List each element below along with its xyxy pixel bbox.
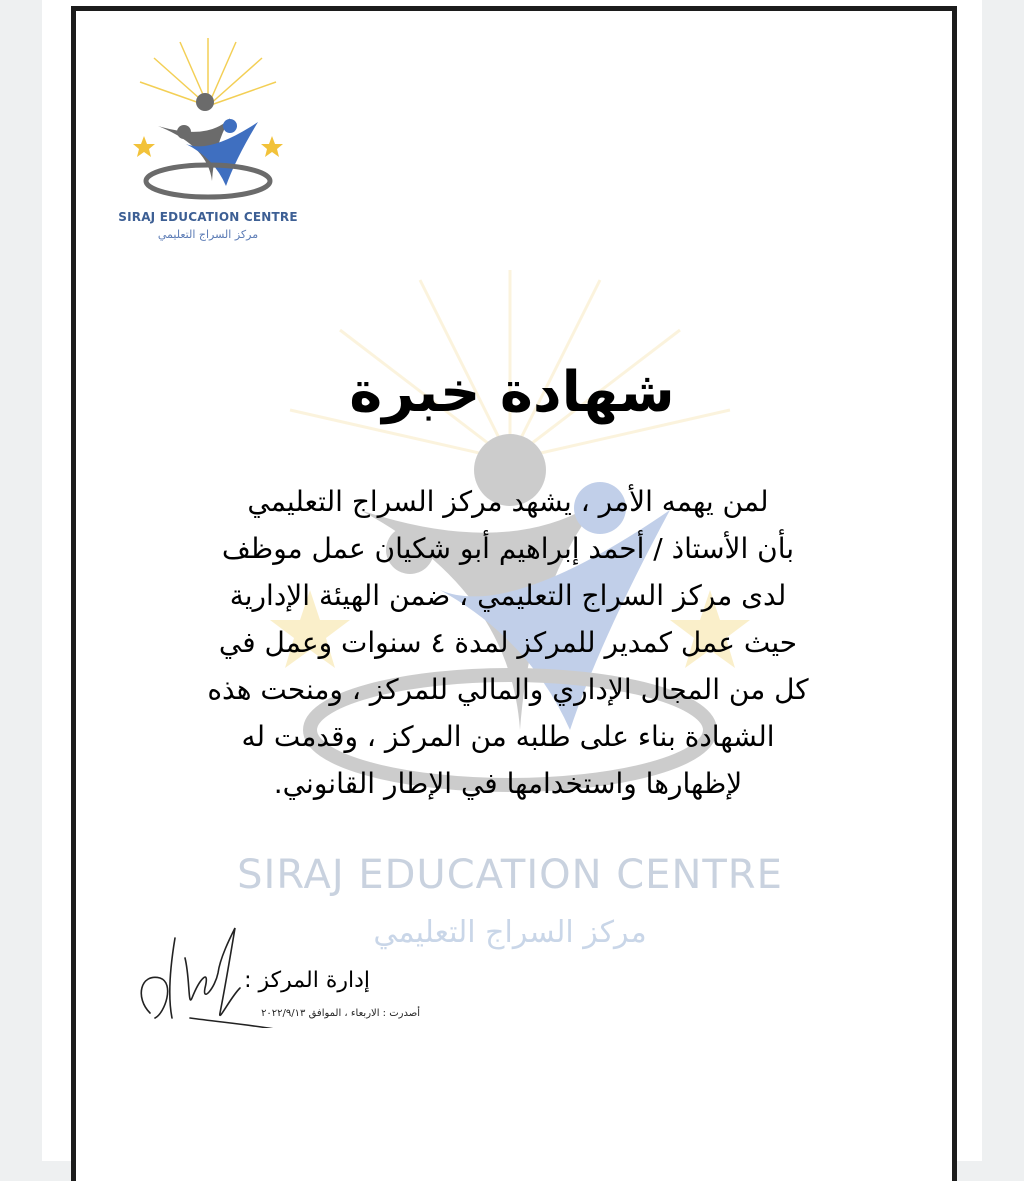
logo-name-en: SIRAJ EDUCATION CENTRE bbox=[118, 210, 298, 224]
body-line: لدى مركز السراج التعليمي ، ضمن الهيئة الإدارية bbox=[229, 579, 787, 612]
issue-date: أصدرت : الاربعاء ، الموافق ٢٠٢٢/٩/١٣ bbox=[261, 1008, 420, 1019]
body-line: كل من المجال الإداري والمالي للمركز ، ومنحت هذه bbox=[207, 673, 809, 706]
certificate-body bbox=[128, 478, 888, 807]
body-line: بأن الأستاذ / أحمد إبراهيم أبو شكيان عمل موظف bbox=[221, 532, 795, 565]
watermark-name-ar: مركز السراج التعليمي bbox=[373, 915, 647, 950]
body-line: حيث عمل كمدير للمركز لمدة ٤ سنوات وعمل في bbox=[218, 626, 798, 659]
body-line: لمن يهمه الأمر ، يشهد مركز السراج التعليمي bbox=[247, 485, 769, 518]
logo-name-ar: مركز السراج التعليمي bbox=[157, 228, 259, 241]
certificate-title: شهادة خبرة bbox=[349, 360, 675, 425]
administration-label: إدارة المركز : bbox=[244, 968, 370, 993]
body-line: الشهادة بناء على طلبه من المركز ، وقدمت له bbox=[241, 720, 775, 753]
body-line: لإظهارها واستخدامها في الإطار القانوني. bbox=[273, 767, 743, 800]
siraj-logo bbox=[118, 36, 298, 206]
watermark-name-en: SIRAJ EDUCATION CENTRE bbox=[237, 852, 783, 898]
